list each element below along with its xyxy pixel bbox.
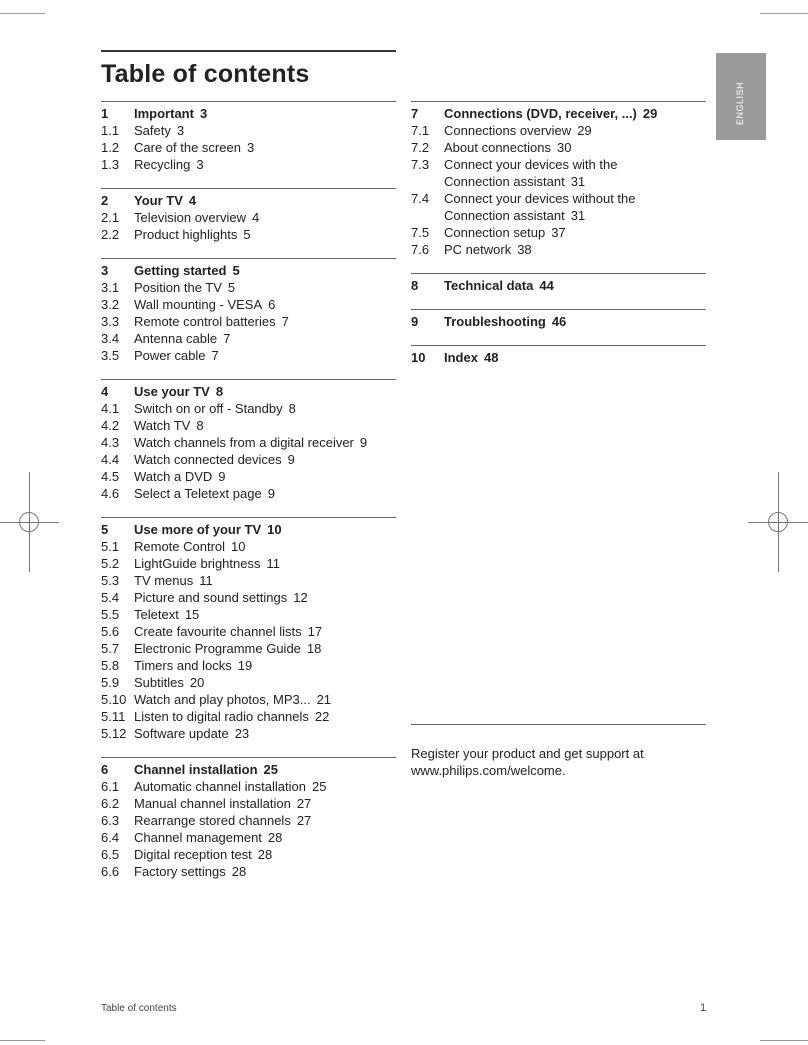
- entry-number: 6.2: [101, 796, 120, 811]
- chapter-page: 44: [539, 278, 554, 293]
- entry-title-wrap: [134, 829, 396, 846]
- entry-title: Connect your devices without the: [444, 191, 636, 206]
- chapter-page: 3: [199, 106, 208, 121]
- chapter-title-wrap: [444, 349, 706, 366]
- entry-page: 8: [288, 401, 296, 416]
- register-url[interactable]: www.philips.com/welcome.: [411, 763, 566, 778]
- toc-entry[interactable]: [101, 555, 396, 572]
- toc-section: [101, 101, 396, 173]
- chapter-title-wrap: [134, 105, 396, 122]
- entry-page: 27: [296, 813, 312, 828]
- toc-chapter[interactable]: [101, 262, 396, 279]
- entry-title: Product highlights: [134, 227, 238, 242]
- entry-page: 27: [296, 796, 312, 811]
- chapter-number: 10: [411, 350, 426, 365]
- entry-number: 4.3: [101, 435, 120, 450]
- chapter-title-wrap: [444, 313, 706, 330]
- toc-column-left: [101, 101, 396, 895]
- chapter-title-wrap: [444, 105, 706, 122]
- entry-number: 5.8: [101, 658, 120, 673]
- toc-chapter[interactable]: [101, 192, 396, 209]
- entry-title-wrap: [134, 538, 396, 555]
- entry-title-wrap: [134, 795, 396, 812]
- entry-number: 3.3: [101, 314, 120, 329]
- toc-entry[interactable]: [411, 122, 706, 139]
- toc-entry[interactable]: [101, 400, 396, 417]
- chapter-title: Use your TV: [134, 384, 210, 399]
- entry-number: 7.5: [411, 225, 430, 240]
- chapter-page: 10: [267, 522, 282, 537]
- toc-chapter[interactable]: [411, 313, 706, 330]
- entry-title: Subtitles: [134, 675, 184, 690]
- entry-title: Timers and locks: [134, 658, 232, 673]
- toc-entry[interactable]: [101, 725, 396, 742]
- entry-number: 1.1: [101, 123, 120, 138]
- entry-title-wrap: [134, 589, 396, 606]
- entry-title-wrap: [444, 224, 706, 241]
- chapter-number: 5: [101, 522, 109, 537]
- crop-mark: [760, 1040, 808, 1041]
- toc-entry[interactable]: [101, 674, 396, 691]
- toc-entry[interactable]: [411, 173, 706, 190]
- entry-title: Recycling: [134, 157, 191, 172]
- entry-title-wrap: [134, 451, 396, 468]
- chapter-page: 29: [642, 106, 658, 121]
- toc-entry[interactable]: [101, 156, 396, 173]
- entry-title: Watch connected devices: [134, 452, 282, 467]
- entry-title-wrap: [134, 572, 396, 589]
- entry-number: 3.1: [101, 280, 120, 295]
- entry-title: Rearrange stored channels: [134, 813, 291, 828]
- entry-title: Antenna cable: [134, 331, 218, 346]
- crop-mark: [760, 13, 808, 14]
- entry-number: 6.5: [101, 847, 120, 862]
- entry-number: 5.10: [101, 692, 127, 707]
- entry-title-wrap: [134, 623, 396, 640]
- toc-section: [101, 258, 396, 364]
- entry-number: 7.3: [411, 157, 430, 172]
- entry-title: Wall mounting - VESA: [134, 297, 263, 312]
- chapter-page: 48: [483, 350, 499, 365]
- entry-page: 15: [184, 607, 200, 622]
- entry-page: 21: [316, 692, 332, 707]
- entry-page: 7: [211, 348, 219, 363]
- entry-title: Channel management: [134, 830, 262, 845]
- entry-title-wrap: [444, 139, 706, 156]
- entry-number: 3.2: [101, 297, 120, 312]
- toc-chapter[interactable]: [411, 349, 706, 366]
- chapter-title: Channel installation: [134, 762, 258, 777]
- entry-number: 5.2: [101, 556, 120, 571]
- entry-title: TV menus: [134, 573, 194, 588]
- entry-page: 5: [243, 227, 251, 242]
- chapter-title: Troubleshooting: [444, 314, 546, 329]
- toc-entry[interactable]: [411, 241, 706, 258]
- chapter-page: 46: [551, 314, 567, 329]
- entry-title-wrap: [134, 691, 396, 708]
- entry-number: 6.3: [101, 813, 120, 828]
- crop-mark: [0, 1040, 45, 1041]
- toc-entry[interactable]: [101, 606, 396, 623]
- entry-title: Teletext: [134, 607, 179, 622]
- entry-page: 5: [227, 280, 236, 295]
- entry-page: 28: [231, 864, 247, 879]
- chapter-title: Your TV: [134, 193, 183, 208]
- toc-entry[interactable]: [101, 657, 396, 674]
- toc-section: [411, 345, 706, 366]
- entry-title: Automatic channel installation: [134, 779, 306, 794]
- toc-entry[interactable]: [101, 417, 396, 434]
- toc-entry[interactable]: [101, 829, 396, 846]
- entry-title: Factory settings: [134, 864, 226, 879]
- chapter-title-wrap: [134, 192, 396, 209]
- toc-section: [411, 309, 706, 330]
- chapter-number: 9: [411, 314, 419, 329]
- entry-page: 30: [556, 140, 572, 155]
- entry-page: 3: [176, 123, 185, 138]
- toc-entry[interactable]: [411, 207, 706, 224]
- entry-number: 2.2: [101, 227, 120, 242]
- entry-page: 19: [237, 658, 253, 673]
- toc-entry[interactable]: [101, 313, 396, 330]
- toc-column-right: [411, 101, 706, 381]
- entry-page: 17: [307, 624, 323, 639]
- chapter-title: Technical data: [444, 278, 534, 293]
- toc-entry[interactable]: [101, 640, 396, 657]
- toc-chapter[interactable]: [101, 761, 396, 778]
- entry-title: Picture and sound settings: [134, 590, 288, 605]
- footer-label: Table of contents: [101, 1003, 177, 1014]
- toc-entry[interactable]: [101, 863, 396, 880]
- chapter-title-wrap: [134, 262, 396, 279]
- entry-title-wrap: [134, 347, 396, 364]
- entry-title: Digital reception test: [134, 847, 252, 862]
- entry-page: 7: [223, 331, 231, 346]
- toc-entry[interactable]: [101, 708, 396, 725]
- chapter-page: 8: [215, 384, 224, 399]
- entry-number: [411, 207, 444, 224]
- chapter-number: 7: [411, 106, 419, 121]
- language-tab: [716, 53, 766, 140]
- entry-page: 37: [551, 225, 566, 240]
- entry-title-wrap: [134, 226, 396, 243]
- entry-title-wrap: [134, 812, 396, 829]
- entry-page: 6: [268, 297, 276, 312]
- entry-title: Power cable: [134, 348, 206, 363]
- title-rule: [101, 50, 396, 52]
- entry-page: 31: [570, 174, 586, 189]
- entry-title-wrap: [134, 725, 396, 742]
- registration-mark-right: [763, 507, 793, 537]
- entry-number: 4.1: [101, 401, 120, 416]
- entry-title-wrap: [134, 279, 396, 296]
- entry-title: Position the TV: [134, 280, 222, 295]
- entry-number: 7.4: [411, 191, 430, 206]
- entry-title-wrap: [134, 156, 396, 173]
- entry-page: 8: [196, 418, 204, 433]
- entry-page: 22: [314, 709, 330, 724]
- entry-number: 6.1: [101, 779, 120, 794]
- entry-title-wrap: [444, 241, 706, 258]
- entry-page: 9: [359, 435, 368, 450]
- entry-page: 3: [196, 157, 204, 172]
- entry-page: 12: [293, 590, 308, 605]
- entry-title: PC network: [444, 242, 512, 257]
- chapter-title: Connections (DVD, receiver, ...): [444, 106, 637, 121]
- entry-title: About connections: [444, 140, 551, 155]
- entry-title-wrap: [134, 555, 396, 572]
- chapter-number: 6: [101, 762, 109, 777]
- entry-title: Connections overview: [444, 123, 572, 138]
- toc-section: [411, 273, 706, 294]
- chapter-title-wrap: [134, 383, 396, 400]
- entry-title-wrap: [134, 606, 396, 623]
- entry-page: 11: [266, 556, 280, 571]
- entry-number: 4.2: [101, 418, 120, 433]
- entry-title-wrap: [134, 400, 396, 417]
- entry-title-wrap: [134, 330, 396, 347]
- entry-number: 5.11: [101, 709, 126, 724]
- chapter-number: 8: [411, 278, 419, 293]
- entry-page: 9: [287, 452, 295, 467]
- entry-title-wrap: [134, 778, 396, 795]
- entry-title-wrap: [134, 209, 396, 226]
- toc-section: [101, 379, 396, 502]
- entry-page: 20: [189, 675, 205, 690]
- toc-entry[interactable]: [411, 224, 706, 241]
- entry-number: 3.5: [101, 348, 120, 363]
- page-title: Table of contents: [101, 60, 310, 88]
- entry-title-wrap: [134, 122, 396, 139]
- toc-entry[interactable]: [411, 156, 706, 173]
- entry-title: Watch a DVD: [134, 469, 213, 484]
- entry-title: LightGuide brightness: [134, 556, 261, 571]
- entry-title: Electronic Programme Guide: [134, 641, 301, 656]
- chapter-number: 3: [101, 263, 109, 278]
- entry-number: 6.6: [101, 864, 120, 879]
- entry-number: 5.12: [101, 726, 127, 741]
- toc-section: [101, 517, 396, 742]
- entry-title-wrap: [134, 846, 396, 863]
- entry-page: 29: [577, 123, 592, 138]
- chapter-title: Important: [134, 106, 194, 121]
- entry-title: Listen to digital radio channels: [134, 709, 309, 724]
- entry-title-wrap: [444, 173, 706, 190]
- entry-title: Care of the screen: [134, 140, 241, 155]
- chapter-number: 2: [101, 193, 109, 208]
- toc-chapter[interactable]: [411, 105, 706, 122]
- toc-entry[interactable]: [101, 279, 396, 296]
- entry-page: 9: [218, 469, 226, 484]
- chapter-title-wrap: [134, 521, 396, 538]
- chapter-page: 4: [188, 193, 197, 208]
- entry-page: 9: [267, 486, 275, 501]
- entry-page: 31: [570, 208, 586, 223]
- toc-entry[interactable]: [411, 139, 706, 156]
- chapter-page: 5: [232, 263, 240, 278]
- entry-number: 6.4: [101, 830, 120, 845]
- toc-entry[interactable]: [101, 572, 396, 589]
- toc-chapter[interactable]: [101, 383, 396, 400]
- entry-page: 10: [231, 539, 246, 554]
- entry-title: Manual channel installation: [134, 796, 291, 811]
- toc-entry[interactable]: [101, 691, 396, 708]
- entry-title: Remote Control: [134, 539, 226, 554]
- toc-entry[interactable]: [101, 538, 396, 555]
- entry-number: 7.6: [411, 242, 430, 257]
- entry-page: 28: [257, 847, 273, 862]
- entry-title-wrap: [134, 708, 396, 725]
- entry-number: 5.4: [101, 590, 120, 605]
- entry-title-wrap: [134, 434, 396, 451]
- entry-number: [411, 173, 444, 190]
- toc-entry[interactable]: [101, 296, 396, 313]
- toc-chapter[interactable]: [101, 105, 396, 122]
- entry-title-wrap: [134, 640, 396, 657]
- toc-chapter[interactable]: [411, 277, 706, 294]
- entry-number: 1.3: [101, 157, 120, 172]
- chapter-title: Use more of your TV: [134, 522, 262, 537]
- toc-entry[interactable]: [101, 209, 396, 226]
- entry-page: 4: [252, 210, 260, 225]
- toc-entry[interactable]: [101, 589, 396, 606]
- entry-title: Select a Teletext page: [134, 486, 262, 501]
- toc-entry[interactable]: [101, 226, 396, 243]
- toc-entry[interactable]: [101, 623, 396, 640]
- toc-section: [411, 101, 706, 258]
- entry-number: 4.5: [101, 469, 120, 484]
- entry-title-wrap: [134, 313, 396, 330]
- entry-title: Television overview: [134, 210, 246, 225]
- entry-page: 38: [517, 242, 532, 257]
- entry-title: Connection assistant: [444, 208, 565, 223]
- entry-page: 3: [246, 140, 255, 155]
- entry-page: 18: [306, 641, 322, 656]
- entry-number: 5.3: [101, 573, 120, 588]
- entry-page: 28: [267, 830, 283, 845]
- chapter-number: 4: [101, 384, 109, 399]
- entry-title-wrap: [134, 863, 396, 880]
- entry-title-wrap: [134, 674, 396, 691]
- entry-title: Watch channels from a digital receiver: [134, 435, 354, 450]
- entry-title-wrap: [134, 296, 396, 313]
- entry-title-wrap: [134, 657, 396, 674]
- toc-entry[interactable]: [101, 347, 396, 364]
- entry-number: 5.5: [101, 607, 120, 622]
- toc-entry[interactable]: [101, 778, 396, 795]
- language-tab-label: ENGLISH: [735, 81, 745, 125]
- chapter-number: 1: [101, 106, 109, 121]
- entry-title: Watch TV: [134, 418, 191, 433]
- toc-entry[interactable]: [101, 795, 396, 812]
- toc-entry[interactable]: [101, 812, 396, 829]
- chapter-page: 25: [263, 762, 278, 777]
- toc-entry[interactable]: [101, 451, 396, 468]
- page-number: 1: [700, 1002, 707, 1014]
- chapter-title-wrap: [444, 277, 706, 294]
- entry-title-wrap: [444, 122, 706, 139]
- entry-title: Switch on or off - Standby: [134, 401, 283, 416]
- entry-page: 7: [281, 314, 289, 329]
- entry-title-wrap: [444, 207, 706, 224]
- entry-number: 1.2: [101, 140, 120, 155]
- toc-entry[interactable]: [101, 485, 396, 502]
- entry-title: Connect your devices with the: [444, 157, 618, 172]
- entry-number: 5.1: [101, 539, 120, 554]
- toc-entry[interactable]: [101, 434, 396, 451]
- entry-number: 7.1: [411, 123, 430, 138]
- entry-title-wrap: [134, 468, 396, 485]
- crop-mark: [0, 13, 45, 14]
- entry-title: Software update: [134, 726, 229, 741]
- toc-entry[interactable]: [101, 122, 396, 139]
- entry-number: 7.2: [411, 140, 430, 155]
- toc-section: [101, 188, 396, 243]
- chapter-title: Index: [444, 350, 478, 365]
- toc-chapter[interactable]: [101, 521, 396, 538]
- toc-entry[interactable]: [101, 330, 396, 347]
- entry-page: 25: [312, 779, 327, 794]
- toc-entry[interactable]: [411, 190, 706, 207]
- entry-title: Watch and play photos, MP3...: [134, 692, 311, 707]
- entry-number: 2.1: [101, 210, 120, 225]
- register-line-1: Register your product and get support at: [411, 746, 644, 761]
- toc-entry[interactable]: [101, 846, 396, 863]
- entry-title-wrap: [444, 156, 706, 173]
- entry-title: Connection assistant: [444, 174, 565, 189]
- entry-title: Safety: [134, 123, 171, 138]
- registration-mark-left: [14, 507, 44, 537]
- entry-title-wrap: [444, 190, 706, 207]
- toc-entry[interactable]: [101, 139, 396, 156]
- entry-page: 23: [234, 726, 250, 741]
- entry-number: 5.6: [101, 624, 120, 639]
- entry-number: 3.4: [101, 331, 120, 346]
- entry-number: 4.4: [101, 452, 120, 467]
- entry-title-wrap: [134, 417, 396, 434]
- register-note: [411, 724, 706, 779]
- entry-title: Create favourite channel lists: [134, 624, 302, 639]
- entry-number: 4.6: [101, 486, 120, 501]
- chapter-title-wrap: [134, 761, 396, 778]
- toc-entry[interactable]: [101, 468, 396, 485]
- entry-page: 11: [199, 573, 213, 588]
- chapter-title: Getting started: [134, 263, 227, 278]
- entry-title-wrap: [134, 139, 396, 156]
- entry-number: 5.7: [101, 641, 120, 656]
- entry-number: 5.9: [101, 675, 120, 690]
- entry-title: Remote control batteries: [134, 314, 276, 329]
- toc-section: [101, 757, 396, 880]
- entry-title-wrap: [134, 485, 396, 502]
- entry-title: Connection setup: [444, 225, 546, 240]
